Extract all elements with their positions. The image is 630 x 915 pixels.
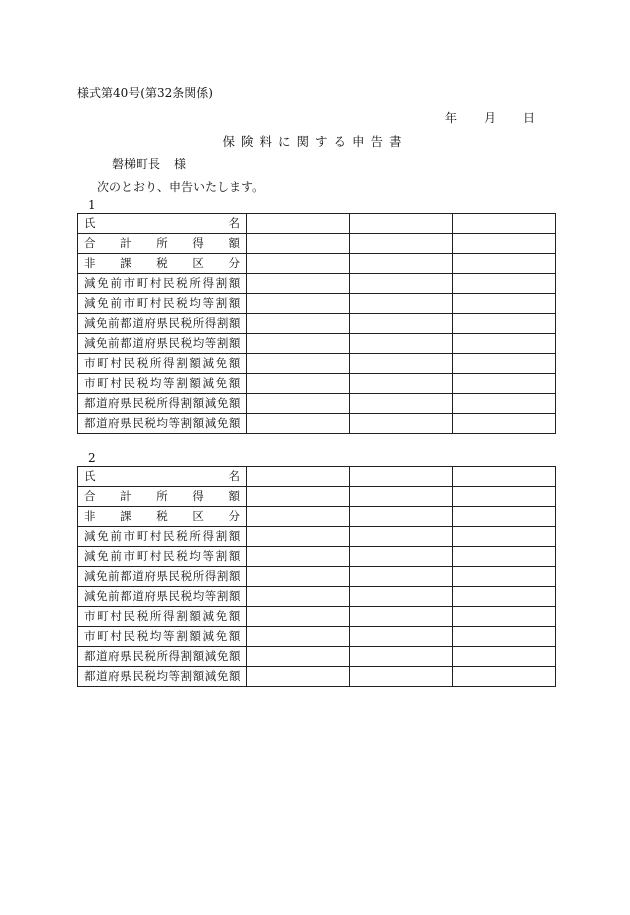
value-cell[interactable]: [247, 394, 350, 414]
row-label-cell: [78, 607, 247, 627]
value-cell[interactable]: [247, 607, 350, 627]
row-label: 減 免 前 市 町 村 民 税 均 等 割 額: [84, 296, 240, 310]
row-label-cell: [78, 587, 247, 607]
row-label: 減 免 前 市 町 村 民 税 所 得 割 額: [84, 529, 240, 543]
section-number: 1: [88, 198, 96, 212]
value-cell[interactable]: [247, 667, 350, 687]
table-row: [78, 627, 556, 647]
value-cell[interactable]: [247, 547, 350, 567]
row-label: 市 町 村 民 税 均 等 割 額 減 免 額: [84, 376, 240, 390]
value-cell[interactable]: [247, 487, 350, 507]
table-row: [78, 274, 556, 294]
row-label: 都 道 府 県 民 税 均 等 割 額 減 免 額: [84, 416, 240, 430]
table-row: [78, 394, 556, 414]
table-row: [78, 667, 556, 687]
value-cell[interactable]: [453, 507, 556, 527]
value-cell[interactable]: [453, 414, 556, 434]
row-label-cell: [78, 314, 247, 334]
value-cell[interactable]: [247, 234, 350, 254]
value-cell[interactable]: [453, 394, 556, 414]
row-label-cell: [78, 214, 247, 234]
addressee-name: 磐梯町長: [112, 157, 161, 171]
value-cell[interactable]: [247, 334, 350, 354]
row-label: 都 道 府 県 民 税 所 得 割 額 減 免 額: [84, 649, 240, 663]
row-label-cell: [78, 414, 247, 434]
value-cell[interactable]: [350, 587, 453, 607]
value-cell[interactable]: [350, 527, 453, 547]
row-label-cell: [78, 547, 247, 567]
table-row: [78, 487, 556, 507]
row-label: 減 免 前 市 町 村 民 税 所 得 割 額: [84, 276, 240, 290]
value-cell[interactable]: [247, 314, 350, 334]
row-label-cell: [78, 394, 247, 414]
value-cell[interactable]: [453, 587, 556, 607]
row-label: 市 町 村 民 税 所 得 割 額 減 免 額: [84, 356, 240, 370]
value-cell[interactable]: [350, 354, 453, 374]
row-label: 非 課 税 区 分: [84, 509, 240, 523]
row-label: 都 道 府 県 民 税 均 等 割 額 減 免 額: [84, 669, 240, 683]
value-cell[interactable]: [453, 527, 556, 547]
value-cell[interactable]: [350, 647, 453, 667]
value-cell[interactable]: [453, 467, 556, 487]
table-row: [78, 314, 556, 334]
table-row: [78, 507, 556, 527]
form-number: 様式第40号(第32条関係): [77, 86, 213, 100]
row-label-cell: [78, 567, 247, 587]
table-row: [78, 467, 556, 487]
table-row: [78, 527, 556, 547]
row-label: 氏 名: [84, 216, 240, 230]
value-cell[interactable]: [453, 354, 556, 374]
value-cell[interactable]: [247, 214, 350, 234]
value-cell[interactable]: [350, 294, 453, 314]
value-cell[interactable]: [350, 547, 453, 567]
table-row: [78, 607, 556, 627]
value-cell[interactable]: [350, 467, 453, 487]
value-cell[interactable]: [247, 254, 350, 274]
date-month-label: 月: [483, 111, 496, 125]
document-title: 保険料に関する申告書: [222, 134, 408, 149]
value-cell[interactable]: [453, 547, 556, 567]
table-row: [78, 414, 556, 434]
value-cell[interactable]: [247, 647, 350, 667]
row-label: 市 町 村 民 税 均 等 割 額 減 免 額: [84, 629, 240, 643]
value-cell[interactable]: [453, 334, 556, 354]
value-cell[interactable]: [247, 587, 350, 607]
table-row: [78, 214, 556, 234]
row-label-cell: [78, 507, 247, 527]
row-label: 都 道 府 県 民 税 所 得 割 額 減 免 額: [84, 396, 240, 410]
value-cell[interactable]: [247, 507, 350, 527]
row-label-cell: [78, 354, 247, 374]
value-cell[interactable]: [350, 394, 453, 414]
value-cell[interactable]: [453, 374, 556, 394]
value-cell[interactable]: [247, 467, 350, 487]
value-cell[interactable]: [453, 314, 556, 334]
value-cell[interactable]: [247, 274, 350, 294]
row-label-cell: [78, 647, 247, 667]
row-label-cell: [78, 334, 247, 354]
table-row: [78, 234, 556, 254]
value-cell[interactable]: [247, 567, 350, 587]
table-row: [78, 567, 556, 587]
table-row: [78, 294, 556, 314]
value-cell[interactable]: [453, 647, 556, 667]
declaration-table: [77, 466, 556, 687]
date-fields: [445, 109, 535, 126]
value-cell[interactable]: [350, 254, 453, 274]
row-label-cell: [78, 527, 247, 547]
row-label-cell: [78, 467, 247, 487]
value-cell[interactable]: [350, 607, 453, 627]
value-cell[interactable]: [453, 667, 556, 687]
table-row: [78, 374, 556, 394]
row-label-cell: [78, 374, 247, 394]
row-label-cell: [78, 234, 247, 254]
value-cell[interactable]: [247, 354, 350, 374]
intro-text: 次のとおり、申告いたします。: [97, 180, 265, 194]
row-label-cell: [78, 274, 247, 294]
value-cell[interactable]: [350, 414, 453, 434]
value-cell[interactable]: [247, 374, 350, 394]
value-cell[interactable]: [247, 294, 350, 314]
value-cell[interactable]: [453, 487, 556, 507]
row-label-cell: [78, 667, 247, 687]
table-row: [78, 647, 556, 667]
addressee-honorific: 様: [174, 157, 187, 171]
value-cell[interactable]: [453, 294, 556, 314]
value-cell[interactable]: [350, 627, 453, 647]
row-label-cell: [78, 627, 247, 647]
row-label: 減 免 前 都 道 府 県 民 税 均 等 割 額: [84, 336, 240, 350]
date-day-label: 日: [522, 111, 535, 125]
value-cell[interactable]: [350, 214, 453, 234]
value-cell[interactable]: [247, 627, 350, 647]
row-label: 氏 名: [84, 469, 240, 483]
table-row: [78, 547, 556, 567]
value-cell[interactable]: [350, 274, 453, 294]
table-row: [78, 587, 556, 607]
table-row: [78, 334, 556, 354]
value-cell[interactable]: [453, 214, 556, 234]
row-label: 合 計 所 得 額: [84, 236, 240, 250]
row-label: 減 免 前 都 道 府 県 民 税 所 得 割 額: [84, 316, 240, 330]
value-cell[interactable]: [247, 527, 350, 547]
declaration-table: [77, 213, 556, 434]
table-row: [78, 354, 556, 374]
row-label: 市 町 村 民 税 所 得 割 額 減 免 額: [84, 609, 240, 623]
row-label: 減 免 前 都 道 府 県 民 税 均 等 割 額: [84, 589, 240, 603]
row-label-cell: [78, 254, 247, 274]
value-cell[interactable]: [247, 414, 350, 434]
value-cell[interactable]: [350, 567, 453, 587]
table-row: [78, 254, 556, 274]
value-cell[interactable]: [350, 667, 453, 687]
value-cell[interactable]: [453, 254, 556, 274]
value-cell[interactable]: [350, 374, 453, 394]
row-label: 減 免 前 都 道 府 県 民 税 所 得 割 額: [84, 569, 240, 583]
section-number: 2: [88, 451, 96, 465]
value-cell[interactable]: [453, 274, 556, 294]
value-cell[interactable]: [453, 234, 556, 254]
row-label-cell: [78, 487, 247, 507]
value-cell[interactable]: [350, 314, 453, 334]
value-cell[interactable]: [453, 567, 556, 587]
value-cell[interactable]: [453, 627, 556, 647]
value-cell[interactable]: [350, 487, 453, 507]
addressee: [112, 155, 186, 172]
value-cell[interactable]: [350, 507, 453, 527]
row-label-cell: [78, 294, 247, 314]
value-cell[interactable]: [453, 607, 556, 627]
row-label: 減 免 前 市 町 村 民 税 均 等 割 額: [84, 549, 240, 563]
row-label: 非 課 税 区 分: [84, 256, 240, 270]
date-year-label: 年: [445, 111, 458, 125]
value-cell[interactable]: [350, 334, 453, 354]
row-label: 合 計 所 得 額: [84, 489, 240, 503]
value-cell[interactable]: [350, 234, 453, 254]
